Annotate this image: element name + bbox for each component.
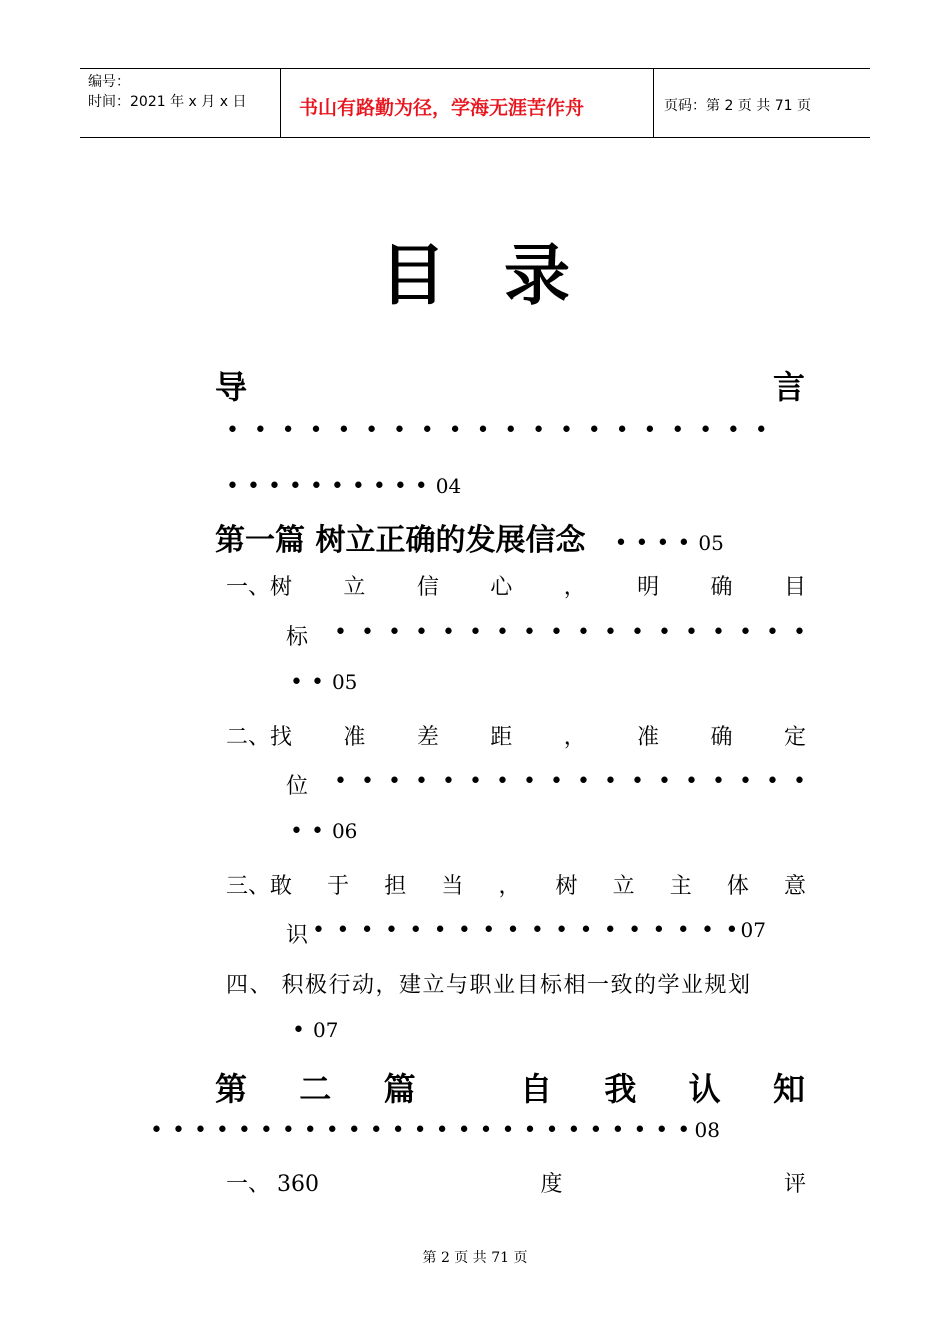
toc-part1-title: 第一篇 树立正确的发展信念	[215, 523, 586, 558]
header-meta	[80, 69, 280, 137]
motto: 书山有路勤为径，学海无涯苦作舟	[299, 97, 585, 119]
toc-p2s1-line1: 一、 360 度 评	[226, 1172, 806, 1197]
page-footer: 第 2 页 共 71 页	[422, 1250, 528, 1266]
toc-s1-line1: 一、树 立 信 心 ， 明 确 目	[226, 575, 806, 600]
toc-part2-dots: • • • • • • • • • • • • • • • • • • • • • • • • • 08	[150, 1118, 720, 1143]
toc-s4-line1: 四、 积极行动，建立与职业目标相一致的学业规划	[226, 973, 752, 998]
toc-part2-page: 08	[694, 1118, 720, 1142]
toc-part2-heading: 第 二 篇 自 我 认 知	[215, 1070, 805, 1108]
toc-intro-heading	[215, 362, 805, 408]
toc-s2-line1: 二、找 准 差 距 ， 准 确 定	[226, 725, 806, 750]
toc-intro-dots-2: ••••••••••04	[226, 474, 462, 499]
header-motto-cell	[280, 69, 654, 137]
header-page-cell	[654, 69, 870, 137]
toc-s2-line3: ••06	[290, 819, 358, 844]
toc-s3-line1: 三、敢 于 担 当 ， 树 立 主 体 意	[226, 874, 806, 899]
toc-intro-page: 04	[435, 474, 462, 498]
toc-part1-page: 05	[698, 531, 724, 555]
header-table	[80, 68, 870, 138]
page-info: 页码：第 2 页 共 71 页	[664, 98, 811, 114]
toc-s4-line2: •07	[292, 1018, 339, 1043]
toc-intro-left: 导	[215, 368, 248, 406]
toc-intro-dots-1: • • • • • • • • • • • • • • • • • • • •	[226, 418, 768, 443]
code-label: 编号：	[88, 74, 130, 90]
page-title: 目录	[380, 237, 628, 314]
toc-s1-line2: 标 • • • • • • • • • • • • • • • • • •	[286, 620, 806, 650]
toc-intro-right: 言	[772, 368, 805, 406]
toc-s2-line2: 位 • • • • • • • • • • • • • • • • • •	[286, 769, 806, 799]
toc-s3-line2: 识 • • • • • • • • • • • • • • • • • • 07	[286, 918, 766, 948]
toc-part1: 第一篇 树立正确的发展信念 ••••05	[215, 523, 724, 558]
toc-s1-line3: ••05	[290, 670, 358, 695]
time-label: 时间：2021 年 x 月 x 日	[88, 94, 247, 110]
